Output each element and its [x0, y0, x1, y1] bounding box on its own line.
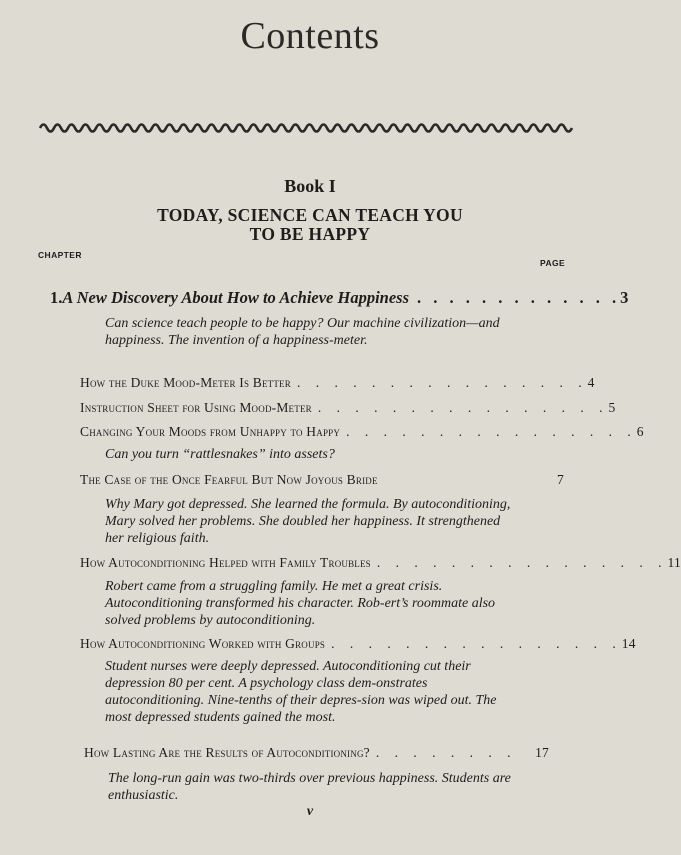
- toc-entry-page: 17: [535, 745, 549, 760]
- book-title-line-1: TODAY, SCIENCE CAN TEACH YOU: [157, 205, 463, 225]
- leader-dots: . . . . . . . . . . . . . . . .: [346, 424, 637, 439]
- leader-dots: . . . . . . . .: [375, 745, 517, 760]
- toc-entry-title: The Case of the Once Fearful But Now Joyous Bride: [80, 472, 378, 487]
- toc-entry-summary: Why Mary got depressed. She learned the formula. By autoconditioning, Mary solved her problems. She doubled her happiness. It strengthened her religious faith.: [105, 497, 511, 546]
- chapter-number: 1.: [50, 288, 63, 307]
- toc-entry-title: Changing Your Moods from Unhappy to Happy: [80, 424, 341, 439]
- toc-entry-title: How Autoconditioning Helped with Family Troubles: [80, 555, 371, 570]
- toc-entry-title: How the Duke Mood-Meter Is Better: [80, 375, 291, 390]
- toc-entry-title: Instruction Sheet for Using Mood-Meter: [80, 400, 312, 415]
- leader-dots: . . . . . . . . . . . . .: [417, 288, 621, 307]
- page-folio: v: [306, 804, 314, 819]
- chapter-summary: Can science teach people to be happy? Our machine civilization—and happiness. The invention of a happiness-meter.: [105, 316, 500, 348]
- leader-dots: . . . . . . . . . . . . . . . .: [331, 636, 622, 651]
- toc-entry: [80, 472, 564, 488]
- decorative-wave-divider: [38, 118, 574, 138]
- toc-entry: [80, 555, 681, 571]
- toc-entry-page: 6: [636, 424, 644, 439]
- toc-entry: [80, 424, 644, 440]
- toc-entry-summary: The long-run gain was two-thirds over previous happiness. Students are enthusiastic.: [108, 771, 511, 803]
- chapter-title: A New Discovery About How to Achieve Happiness: [62, 288, 410, 307]
- toc-entry-summary: Robert came from a struggling family. He met a great crisis. Autoconditioning transformed his character. Rob-ert’s roommate also solved problems by autoconditioning.: [105, 579, 496, 628]
- toc-entry: [80, 400, 616, 416]
- toc-entry-page: 14: [621, 636, 636, 651]
- leader-dots: . . . . . . . . . . . . . . . .: [376, 555, 668, 570]
- book-label: Book I: [284, 176, 336, 196]
- toc-entry-title: How Autoconditioning Worked with Groups: [80, 636, 326, 651]
- toc-entry-page: 7: [557, 472, 564, 487]
- toc-entry: [80, 636, 636, 652]
- chapter-column-header: CHAPTER: [38, 250, 82, 260]
- book-title-line-2: TO BE HAPPY: [249, 224, 371, 244]
- leader-dots: . . . . . . . . . . . . . . . .: [296, 375, 588, 390]
- chapter-page: 3: [620, 288, 629, 307]
- leader-dots: . . . . . . . . . . . . . . . .: [317, 400, 609, 415]
- chapter-1-heading: [50, 288, 629, 308]
- toc-entry-page: 5: [608, 400, 616, 415]
- toc-entry-title: How Lasting Are the Results of Autoconditioning?: [84, 745, 370, 760]
- toc-entry: [84, 745, 549, 761]
- toc-entry-summary: Can you turn “rattlesnakes” into assets?: [105, 447, 335, 462]
- toc-entry-page: 11: [667, 555, 681, 570]
- toc-entry-page: 4: [587, 375, 595, 390]
- page-title: Contents: [240, 15, 380, 57]
- book-title: [0, 206, 620, 244]
- page-column-header: PAGE: [540, 258, 566, 268]
- toc-entry: [80, 375, 595, 391]
- toc-entry-summary: Student nurses were deeply depressed. Autoconditioning cut their depression 80 per cent. A psychology class dem-onstrates autoconditioning. Nine-tenths of their depres-sion was wiped out. The most depressed students gained the most.: [105, 659, 497, 725]
